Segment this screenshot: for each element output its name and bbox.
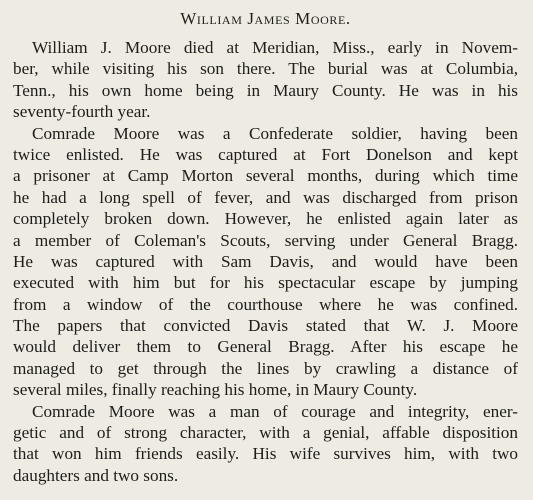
- text-line: several miles, finally reaching his home, in Maury County.: [13, 380, 418, 400]
- text-line: Comrade Moore was a Confederate soldier, having been: [32, 123, 518, 143]
- text-line: executed with him but for his spectacular escape by jumping: [13, 273, 518, 293]
- text-line: getic and of strong character, with a genial, affable disposition: [13, 423, 518, 443]
- text-line: Tenn., his own home being in Maury County. He was in his: [13, 80, 518, 100]
- text-line: William J. Moore died at Meridian, Miss., early in Novem-: [32, 38, 518, 57]
- text-line: from a window of the courthouse where he was confined.: [13, 294, 518, 314]
- text-line: completely broken down. However, he enlisted again later as: [13, 209, 518, 229]
- text-line: would deliver them to General Bragg. After his escape he: [13, 337, 518, 357]
- text-line: twice enlisted. He was captured at Fort Donelson and kept: [13, 144, 518, 164]
- text-line: The papers that convicted Davis stated that W. J. Moore: [13, 316, 518, 336]
- text-line: seventy-fourth year.: [13, 102, 151, 122]
- text-line: ber, while visiting his son there. The burial was at Columbia,: [13, 59, 518, 79]
- text-line: Comrade Moore was a man of courage and integrity, ener-: [32, 401, 518, 421]
- paragraph-1: [13, 37, 518, 123]
- paragraph-3: [13, 401, 518, 487]
- text-line: a prisoner at Camp Morton several months, during which time: [13, 166, 518, 186]
- text-line: a member of Coleman's Scouts, serving under General Bragg.: [13, 230, 518, 250]
- article-title: William James Moore.: [180, 9, 351, 28]
- text-line: that won him friends easily. His wife survives him, with two: [13, 444, 518, 464]
- text-line: daughters and two sons.: [13, 465, 179, 485]
- text-line: he had a long spell of fever, and was discharged from prison: [13, 187, 518, 207]
- paragraph-2: [13, 123, 518, 401]
- text-line: managed to get through the lines by crawling a distance of: [13, 358, 518, 378]
- text-line: He was captured with Sam Davis, and would have been: [13, 251, 518, 271]
